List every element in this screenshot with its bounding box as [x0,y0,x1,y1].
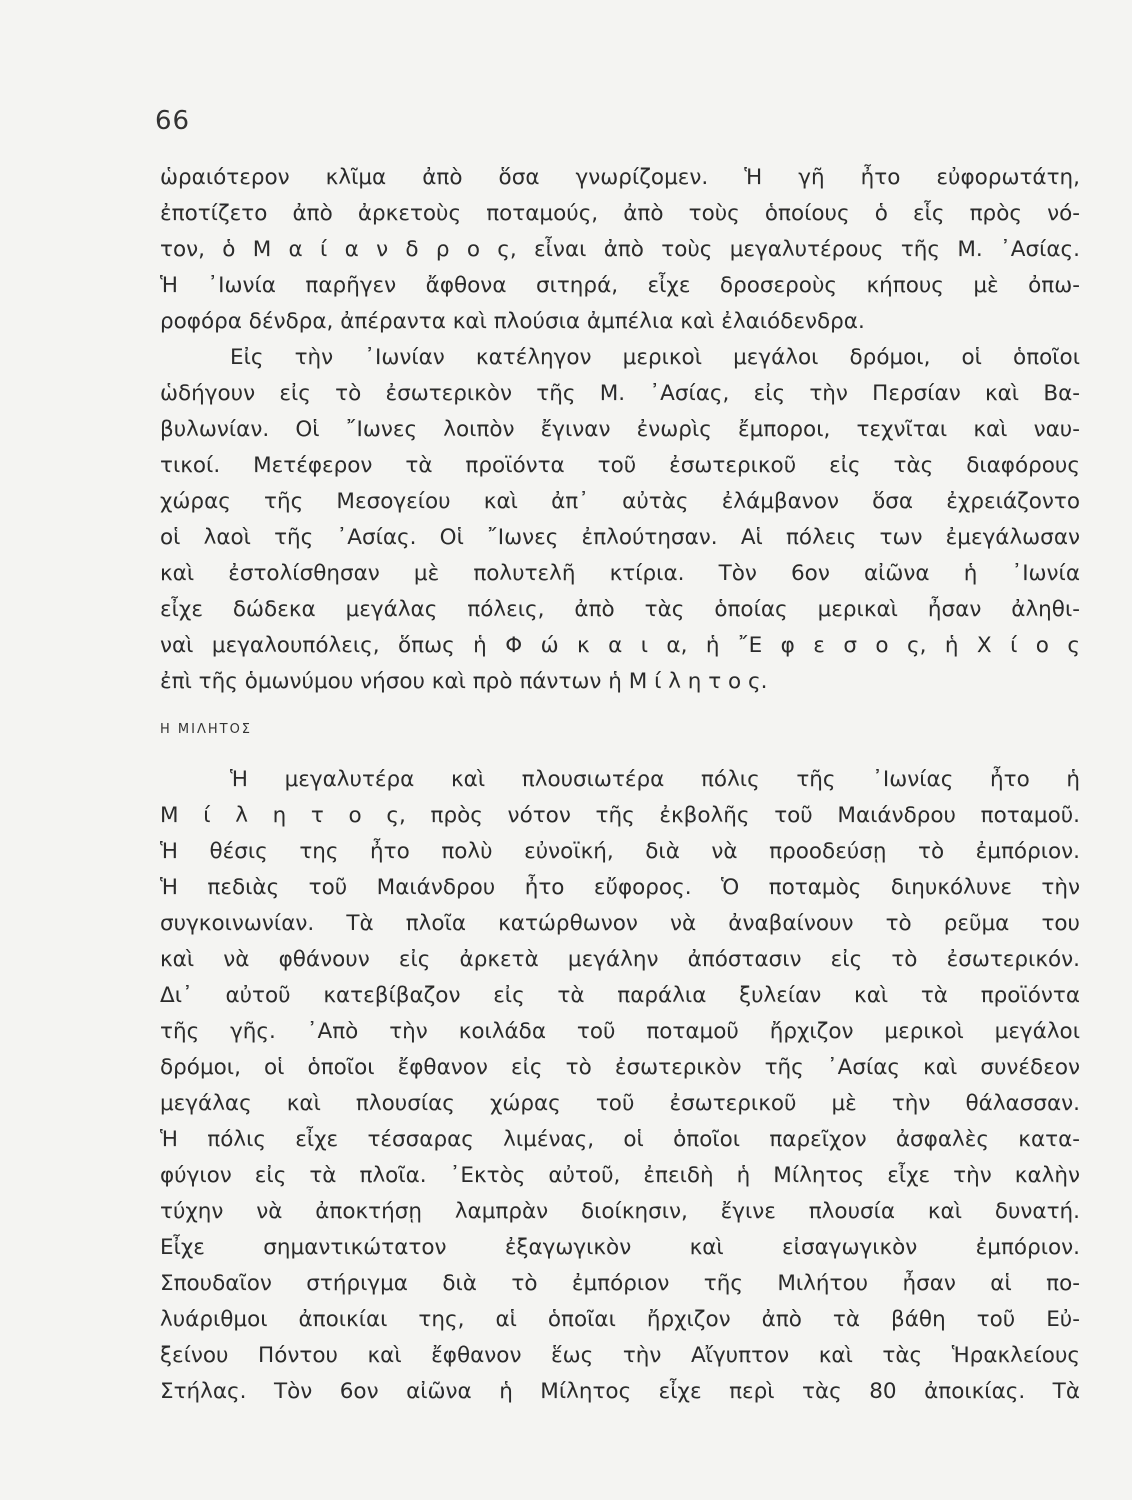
text-line: δρόμοι, οἱ ὁποῖοι ἔφθανον εἰς τὸ ἐσωτερικὸν τῆς ᾿Ασίας καὶ συνέδεον [160,1055,1080,1080]
text-line: φύγιον εἰς τὰ πλοῖα. ᾿Εκτὸς αὐτοῦ, ἐπειδὴ ἡ Μίλητος εἶχε τὴν καλὴν [160,1163,1080,1188]
text-line: ὡραιότερον κλῖμα ἀπὸ ὅσα γνωρίζομεν. Ἡ γῆ ἦτο εὐφορωτάτη, [160,165,1080,190]
text-line: ἐποτίζετο ἀπὸ ἀρκετοὺς ποταμούς, ἀπὸ τοὺς ὁποίους ὁ εἷς πρὸς νό- [160,201,1080,226]
section-heading: Η ΜΙΛΗΤΟΣ [160,722,253,737]
text-line: Ἡ ᾿Ιωνία παρῆγεν ἄφθονα σιτηρά, εἶχε δροσεροὺς κήπους μὲ ὀπω- [160,273,1080,298]
text-line: Ἡ θέσις της ἦτο πολὺ εὐνοϊκή, διὰ νὰ προοδεύσῃ τὸ ἐμπόριον. [160,839,1080,864]
text-line: Ἡ μεγαλυτέρα καὶ πλουσιωτέρα πόλις τῆς ᾿Ιωνίας ἦτο ἡ [230,767,1080,792]
text-line: τύχην νὰ ἀποκτήσῃ λαμπρὰν διοίκησιν, ἔγινε πλουσία καὶ δυνατή. [160,1199,1080,1224]
text-line: ξείνου Πόντου καὶ ἔφθανον ἕως τὴν Αἴγυπτον καὶ τὰς Ἡρακλείους [160,1343,1080,1368]
text-line: εἶχε δώδεκα μεγάλας πόλεις, ἀπὸ τὰς ὁποίας μερικαὶ ἦσαν ἀληθι- [160,597,1080,622]
text-line: βυλωνίαν. Οἱ ῎Ιωνες λοιπὸν ἔγιναν ἐνωρὶς ἔμποροι, τεχνῖται καὶ ναυ- [160,417,1080,442]
page-number: 66 [155,106,191,136]
text-line: καὶ νὰ φθάνουν εἰς ἀρκετὰ μεγάλην ἀπόστασιν εἰς τὸ ἐσωτερικόν. [160,947,1080,972]
text-line: Εἶχε σημαντικώτατον ἐξαγωγικὸν καὶ εἰσαγωγικὸν ἐμπόριον. [160,1235,1080,1260]
text-line: τικοί. Μετέφερον τὰ προϊόντα τοῦ ἐσωτερικοῦ εἰς τὰς διαφόρους [160,453,1080,478]
text-line: ναὶ μεγαλουπόλεις, ὅπως ἡ Φ ώ κ α ι α, ἡ ῎Ε φ ε σ ο ς, ἡ Χ ί ο ς [160,633,1080,658]
text-line: μεγάλας καὶ πλουσίας χώρας τοῦ ἐσωτερικοῦ μὲ τὴν θάλασσαν. [160,1091,1080,1116]
text-line: Ἡ πόλις εἶχε τέσσαρας λιμένας, οἱ ὁποῖοι παρεῖχον ἀσφαλὲς κατα- [160,1127,1080,1152]
text-line: χώρας τῆς Μεσογείου καὶ ἀπ᾿ αὐτὰς ἐλάμβανον ὅσα ἐχρειάζοντο [160,489,1080,514]
text-line: ροφόρα δένδρα, ἀπέραντα καὶ πλούσια ἀμπέλια καὶ ἐλαιόδενδρα. [160,309,865,334]
text-line: ἐπὶ τῆς ὁμωνύμου νήσου καὶ πρὸ πάντων ἡ Μ ί λ η τ ο ς. [160,669,768,694]
text-line: συγκοινωνίαν. Τὰ πλοῖα κατώρθωνον νὰ ἀναβαίνουν τὸ ρεῦμα του [160,911,1080,936]
text-line: Σπουδαῖον στήριγμα διὰ τὸ ἐμπόριον τῆς Μιλήτου ἦσαν αἱ πο- [160,1271,1080,1296]
text-line: ὡδήγουν εἰς τὸ ἐσωτερικὸν τῆς Μ. ᾿Ασίας, εἰς τὴν Περσίαν καὶ Βα- [160,381,1080,406]
text-line: Δι᾿ αὐτοῦ κατεβίβαζον εἰς τὰ παράλια ξυλείαν καὶ τὰ προϊόντα [160,983,1080,1008]
text-line: τον, ὁ Μ α ί α ν δ ρ ο ς, εἶναι ἀπὸ τοὺς μεγαλυτέρους τῆς Μ. ᾿Ασίας. [160,237,1080,262]
text-line: Εἰς τὴν ᾿Ιωνίαν κατέληγον μερικοὶ μεγάλοι δρόμοι, οἱ ὁποῖοι [230,345,1080,370]
text-line: λυάριθμοι ἀποικίαι της, αἱ ὁποῖαι ἤρχιζον ἀπὸ τὰ βάθη τοῦ Εὐ- [160,1307,1080,1332]
text-line: οἱ λαοὶ τῆς ᾿Ασίας. Οἱ ῎Ιωνες ἐπλούτησαν. Αἱ πόλεις των ἐμεγάλωσαν [160,525,1080,550]
text-line: τῆς γῆς. ᾿Απὸ τὴν κοιλάδα τοῦ ποταμοῦ ἤρχιζον μερικοὶ μεγάλοι [160,1019,1080,1044]
text-line: Μ ί λ η τ ο ς, πρὸς νότον τῆς ἐκβολῆς τοῦ Μαιάνδρου ποταμοῦ. [160,803,1080,828]
text-line: καὶ ἐστολίσθησαν μὲ πολυτελῆ κτίρια. Τὸν 6ον αἰῶνα ἡ ᾿Ιωνία [160,561,1080,586]
text-line: Ἡ πεδιὰς τοῦ Μαιάνδρου ἦτο εὔφορος. Ὁ ποταμὸς διηυκόλυνε τὴν [160,875,1080,900]
text-line: Στήλας. Τὸν 6ον αἰῶνα ἡ Μίλητος εἶχε περὶ τὰς 80 ἀποικίας. Τὰ [160,1379,1080,1404]
